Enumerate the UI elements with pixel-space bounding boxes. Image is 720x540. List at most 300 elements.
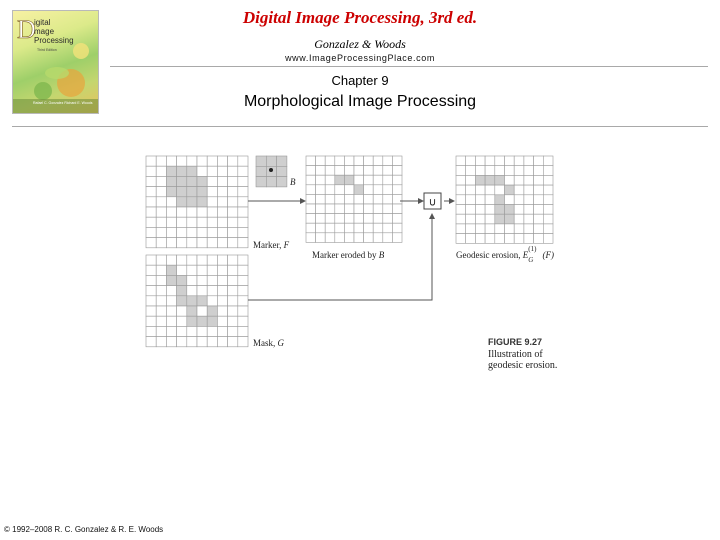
grid-cell xyxy=(197,207,207,217)
grid-cell-filled xyxy=(266,177,276,187)
grid-cell xyxy=(514,195,524,205)
grid-cell xyxy=(166,227,176,237)
arrowhead-eroded xyxy=(300,198,306,204)
grid-cell xyxy=(316,194,326,204)
grid-cell-filled xyxy=(207,306,217,316)
grid-cell xyxy=(316,233,326,243)
grid-cell xyxy=(456,224,466,234)
geodesic-label-sup: (1) xyxy=(528,245,537,253)
grid-cell xyxy=(325,185,335,195)
grid-cell xyxy=(325,156,335,166)
grid-cell xyxy=(217,255,227,265)
grid-cell xyxy=(543,224,553,234)
grid-cell xyxy=(534,175,544,185)
grid-cell xyxy=(543,195,553,205)
grid-cell xyxy=(207,176,217,186)
grid-cell-filled xyxy=(187,296,197,306)
grid-cell xyxy=(156,176,166,186)
grid-cell xyxy=(238,187,248,197)
grid-cell xyxy=(146,326,156,336)
grid-cell xyxy=(197,275,207,285)
grid-cell xyxy=(166,286,176,296)
grid-cell xyxy=(466,234,476,244)
grid-cell-filled xyxy=(187,187,197,197)
grid-cell xyxy=(344,223,354,233)
grid-cell-filled xyxy=(166,166,176,176)
grid-cell xyxy=(207,286,217,296)
figure-caption-line-1: Illustration of xyxy=(488,349,543,360)
grid-cell-filled xyxy=(197,296,207,306)
grid-cell xyxy=(238,326,248,336)
grid-cell xyxy=(217,227,227,237)
grid-cell xyxy=(325,204,335,214)
grid-cell-filled xyxy=(187,316,197,326)
grid-cell xyxy=(505,166,515,176)
union-symbol: ∪ xyxy=(428,195,437,209)
grid-cell xyxy=(228,227,238,237)
grid-cell xyxy=(156,217,166,227)
grid-cell xyxy=(316,156,326,166)
grid-cell xyxy=(197,306,207,316)
grid-cell-filled xyxy=(197,187,207,197)
grid-cell-filled xyxy=(177,286,187,296)
grid-cell xyxy=(197,227,207,237)
grid-cell xyxy=(187,217,197,227)
grid-cell xyxy=(156,187,166,197)
grid-cell xyxy=(485,214,495,224)
grid-cell xyxy=(207,207,217,217)
grid-cell xyxy=(335,156,345,166)
grid-cell xyxy=(466,166,476,176)
grid-cell xyxy=(156,286,166,296)
grid-cell xyxy=(177,238,187,248)
arrowhead-result xyxy=(449,198,455,204)
grid-cell xyxy=(344,194,354,204)
grid-cell xyxy=(217,265,227,275)
grid-cell xyxy=(514,234,524,244)
grid-cell xyxy=(238,217,248,227)
grid-cell xyxy=(197,255,207,265)
marker-eroded-label xyxy=(312,250,384,260)
grid-cell xyxy=(514,205,524,215)
grid-cell xyxy=(475,166,485,176)
grid-cell xyxy=(156,337,166,347)
book-website: www.ImageProcessingPlace.com xyxy=(285,53,435,63)
grid-cell xyxy=(344,185,354,195)
grid-cell xyxy=(156,156,166,166)
grid-cell xyxy=(187,326,197,336)
marker-eroded-grid xyxy=(306,156,402,242)
grid-cell xyxy=(207,296,217,306)
grid-cell xyxy=(383,214,393,224)
marker-eroded-label-text: Marker eroded by xyxy=(312,250,379,260)
grid-cell xyxy=(146,227,156,237)
grid-cell xyxy=(495,166,505,176)
grid-cell xyxy=(306,185,316,195)
grid-cell xyxy=(207,238,217,248)
grid-cell xyxy=(306,175,316,185)
grid-cell xyxy=(354,214,364,224)
grid-cell xyxy=(514,224,524,234)
grid-cell-filled xyxy=(495,195,505,205)
grid-cell xyxy=(217,156,227,166)
marker-grid xyxy=(146,156,248,248)
grid-cell xyxy=(495,234,505,244)
grid-cell xyxy=(373,194,383,204)
cover-title-line-1: igital xyxy=(34,18,51,27)
cover-edition: Third Edition xyxy=(37,48,57,52)
grid-cell xyxy=(466,156,476,166)
grid-cell xyxy=(228,197,238,207)
grid-cell xyxy=(364,194,374,204)
grid-cell xyxy=(466,195,476,205)
grid-cell xyxy=(238,306,248,316)
grid-cell xyxy=(217,286,227,296)
chapter-title: Morphological Image Processing xyxy=(243,93,477,110)
cover-title-line-3: Processing xyxy=(34,36,74,45)
grid-cell xyxy=(228,176,238,186)
grid-cell xyxy=(238,156,248,166)
grid-cell xyxy=(383,223,393,233)
grid-cell xyxy=(156,306,166,316)
grid-cell xyxy=(217,217,227,227)
grid-cell xyxy=(373,214,383,224)
structuring-element-var: B xyxy=(290,177,296,187)
grid-cell xyxy=(344,214,354,224)
grid-cell xyxy=(514,156,524,166)
structuring-element-label xyxy=(290,177,296,187)
grid-cell xyxy=(228,326,238,336)
grid-cell xyxy=(364,175,374,185)
marker-label-text: Marker, xyxy=(253,240,284,250)
grid-cell xyxy=(238,286,248,296)
grid-cell xyxy=(543,185,553,195)
grid-cell xyxy=(373,223,383,233)
grid-cell-filled xyxy=(256,156,266,166)
grid-cell xyxy=(514,214,524,224)
grid-cell xyxy=(344,233,354,243)
grid-cell xyxy=(228,255,238,265)
grid-cell xyxy=(534,156,544,166)
grid-cell-filled xyxy=(166,275,176,285)
grid-cell xyxy=(505,224,515,234)
grid-cell xyxy=(392,175,402,185)
grid-cell xyxy=(187,255,197,265)
grid-cell xyxy=(495,185,505,195)
grid-cell xyxy=(187,207,197,217)
grid-cell-filled xyxy=(177,275,187,285)
grid-cell xyxy=(392,185,402,195)
grid-cell xyxy=(187,265,197,275)
grid-cell xyxy=(217,326,227,336)
grid-cell xyxy=(373,204,383,214)
grid-cell xyxy=(392,204,402,214)
grid-cell xyxy=(228,306,238,316)
grid-cell xyxy=(228,238,238,248)
grid-cell xyxy=(217,306,227,316)
cover-letter-d: D xyxy=(17,15,36,44)
grid-cell-filled xyxy=(505,214,515,224)
grid-cell xyxy=(316,223,326,233)
arrowhead-union-bottom xyxy=(429,213,435,219)
grid-cell xyxy=(524,234,534,244)
grid-cell xyxy=(197,337,207,347)
grid-cell xyxy=(534,205,544,215)
grid-cell xyxy=(228,316,238,326)
grid-cell xyxy=(166,296,176,306)
grid-cell xyxy=(217,176,227,186)
grid-cell xyxy=(466,185,476,195)
grid-cell-filled xyxy=(166,265,176,275)
grid-cell xyxy=(228,187,238,197)
grid-cell-filled xyxy=(344,175,354,185)
geodesic-erosion-label xyxy=(456,245,554,264)
grid-cell xyxy=(156,238,166,248)
grid-cell xyxy=(146,217,156,227)
grid-cell xyxy=(146,306,156,316)
grid-cell-filled xyxy=(187,197,197,207)
grid-cell xyxy=(177,217,187,227)
grid-cell xyxy=(456,234,466,244)
grid-cell xyxy=(207,275,217,285)
grid-cell xyxy=(187,275,197,285)
grid-cell xyxy=(217,166,227,176)
grid-cell xyxy=(156,296,166,306)
grid-cell-filled xyxy=(495,205,505,215)
grid-cell-filled xyxy=(177,296,187,306)
grid-cell xyxy=(534,224,544,234)
grid-cell-filled xyxy=(485,175,495,185)
grid-cell xyxy=(543,234,553,244)
grid-cell xyxy=(166,326,176,336)
grid-cell-filled xyxy=(505,205,515,215)
grid-cell xyxy=(187,238,197,248)
grid-cell xyxy=(505,234,515,244)
grid-cell xyxy=(177,337,187,347)
grid-cell xyxy=(543,175,553,185)
grid-cell xyxy=(217,337,227,347)
grid-cell xyxy=(505,175,515,185)
grid-cell-filled xyxy=(256,166,266,176)
grid-cell xyxy=(306,233,316,243)
grid-cell xyxy=(197,286,207,296)
figure-number: FIGURE 9.27 xyxy=(488,337,543,347)
grid-cell xyxy=(207,326,217,336)
grid-cell xyxy=(316,204,326,214)
grid-cell xyxy=(177,306,187,316)
grid-cell xyxy=(383,175,393,185)
grid-cell xyxy=(514,185,524,195)
grid-cell-filled xyxy=(197,316,207,326)
grid-cell xyxy=(543,166,553,176)
grid-cell xyxy=(325,175,335,185)
grid-cell xyxy=(207,197,217,207)
grid-cell xyxy=(543,156,553,166)
grid-cell xyxy=(217,238,227,248)
grid-cell xyxy=(207,337,217,347)
grid-cell-filled xyxy=(166,176,176,186)
chapter-number: Chapter 9 xyxy=(331,73,389,88)
grid-cell xyxy=(316,166,326,176)
grid-cell xyxy=(524,175,534,185)
grid-cell-filled xyxy=(197,197,207,207)
grid-cell xyxy=(364,233,374,243)
grid-cell xyxy=(534,185,544,195)
grid-cell xyxy=(197,156,207,166)
grid-cell xyxy=(543,205,553,215)
grid-cell xyxy=(146,176,156,186)
cover-title-line-2: mage xyxy=(34,27,55,36)
geodesic-erosion-grid xyxy=(456,156,553,243)
grid-cell xyxy=(364,214,374,224)
grid-cell xyxy=(335,194,345,204)
grid-cell xyxy=(146,337,156,347)
grid-cell xyxy=(217,207,227,217)
grid-cell xyxy=(197,166,207,176)
mask-label xyxy=(253,338,284,348)
grid-cell xyxy=(485,195,495,205)
grid-cell-filled xyxy=(495,175,505,185)
grid-cell xyxy=(325,233,335,243)
grid-cell xyxy=(238,265,248,275)
grid-cell xyxy=(177,265,187,275)
grid-cell xyxy=(354,204,364,214)
grid-cell xyxy=(306,214,316,224)
grid-cell-filled xyxy=(187,166,197,176)
grid-cell xyxy=(505,156,515,166)
grid-cell xyxy=(177,316,187,326)
grid-cell xyxy=(364,166,374,176)
grid-cell xyxy=(238,275,248,285)
grid-cell xyxy=(354,233,364,243)
grid-cell xyxy=(383,233,393,243)
grid-cell xyxy=(364,223,374,233)
grid-cell xyxy=(316,175,326,185)
grid-cell xyxy=(456,205,466,215)
grid-cell xyxy=(456,156,466,166)
grid-cell xyxy=(475,185,485,195)
grid-cell xyxy=(156,207,166,217)
grid-cell xyxy=(146,207,156,217)
grid-cell xyxy=(335,185,345,195)
grid-cell xyxy=(354,156,364,166)
grid-cell-filled xyxy=(277,177,287,187)
grid-cell-filled xyxy=(277,166,287,176)
grid-cell xyxy=(166,306,176,316)
grid-cell xyxy=(238,337,248,347)
grid-cell xyxy=(456,175,466,185)
grid-cell xyxy=(166,217,176,227)
grid-cell xyxy=(146,187,156,197)
grid-cell xyxy=(466,224,476,234)
grid-cell xyxy=(543,214,553,224)
grid-cell xyxy=(187,337,197,347)
book-title: Digital Image Processing, 3rd ed. xyxy=(242,8,478,27)
grid-cell-filled xyxy=(495,214,505,224)
grid-cell-filled xyxy=(207,316,217,326)
grid-cell xyxy=(228,337,238,347)
grid-cell xyxy=(177,156,187,166)
grid-cell xyxy=(495,156,505,166)
grid-cell xyxy=(306,156,316,166)
grid-cell xyxy=(146,166,156,176)
grid-cell xyxy=(217,275,227,285)
grid-cell xyxy=(177,227,187,237)
grid-cell xyxy=(156,265,166,275)
grid-cell xyxy=(166,197,176,207)
grid-cell xyxy=(392,214,402,224)
grid-cell xyxy=(156,326,166,336)
grid-cell-filled xyxy=(166,187,176,197)
grid-cell xyxy=(197,326,207,336)
grid-cell xyxy=(207,166,217,176)
marker-label xyxy=(253,240,289,250)
grid-cell xyxy=(373,166,383,176)
grid-cell xyxy=(207,217,217,227)
grid-cell xyxy=(306,194,316,204)
grid-cell xyxy=(456,214,466,224)
grid-cell xyxy=(228,156,238,166)
grid-cell xyxy=(344,204,354,214)
figure-caption-line-2: geodesic erosion. xyxy=(488,360,558,371)
mask-label-var: G xyxy=(277,338,284,348)
grid-cell xyxy=(456,185,466,195)
grid-cell xyxy=(534,195,544,205)
grid-cell xyxy=(177,326,187,336)
mask-grid xyxy=(146,255,248,347)
grid-cell-filled xyxy=(177,187,187,197)
grid-cell xyxy=(316,214,326,224)
grid-cell xyxy=(156,316,166,326)
grid-cell xyxy=(325,166,335,176)
grid-cell-filled xyxy=(266,156,276,166)
grid-cell xyxy=(524,195,534,205)
grid-cell xyxy=(392,166,402,176)
mask-label-text: Mask, xyxy=(253,338,278,348)
grid-cell xyxy=(156,255,166,265)
grid-cell xyxy=(514,166,524,176)
grid-cell xyxy=(364,204,374,214)
grid-cell xyxy=(177,207,187,217)
grid-cell xyxy=(156,197,166,207)
grid-cell xyxy=(383,194,393,204)
grid-cell xyxy=(187,286,197,296)
grid-cell xyxy=(335,214,345,224)
grid-cell xyxy=(344,166,354,176)
grid-cell xyxy=(177,255,187,265)
grid-cell xyxy=(383,156,393,166)
grid-cell xyxy=(466,205,476,215)
grid-cell xyxy=(238,166,248,176)
grid-cell xyxy=(228,217,238,227)
grid-cell-filled xyxy=(475,175,485,185)
grid-cell xyxy=(228,207,238,217)
marker-eroded-label-var: B xyxy=(378,250,385,260)
grid-cell xyxy=(228,296,238,306)
grid-cell xyxy=(197,217,207,227)
grid-cell xyxy=(217,187,227,197)
grid-cell xyxy=(373,185,383,195)
grid-cell xyxy=(207,255,217,265)
marker-label-var: F xyxy=(283,240,290,250)
grid-cell xyxy=(456,195,466,205)
grid-cell xyxy=(166,207,176,217)
grid-cell xyxy=(495,224,505,234)
grid-cell xyxy=(306,223,316,233)
grid-cell-filled xyxy=(177,176,187,186)
grid-cell xyxy=(228,265,238,275)
grid-cell xyxy=(238,255,248,265)
